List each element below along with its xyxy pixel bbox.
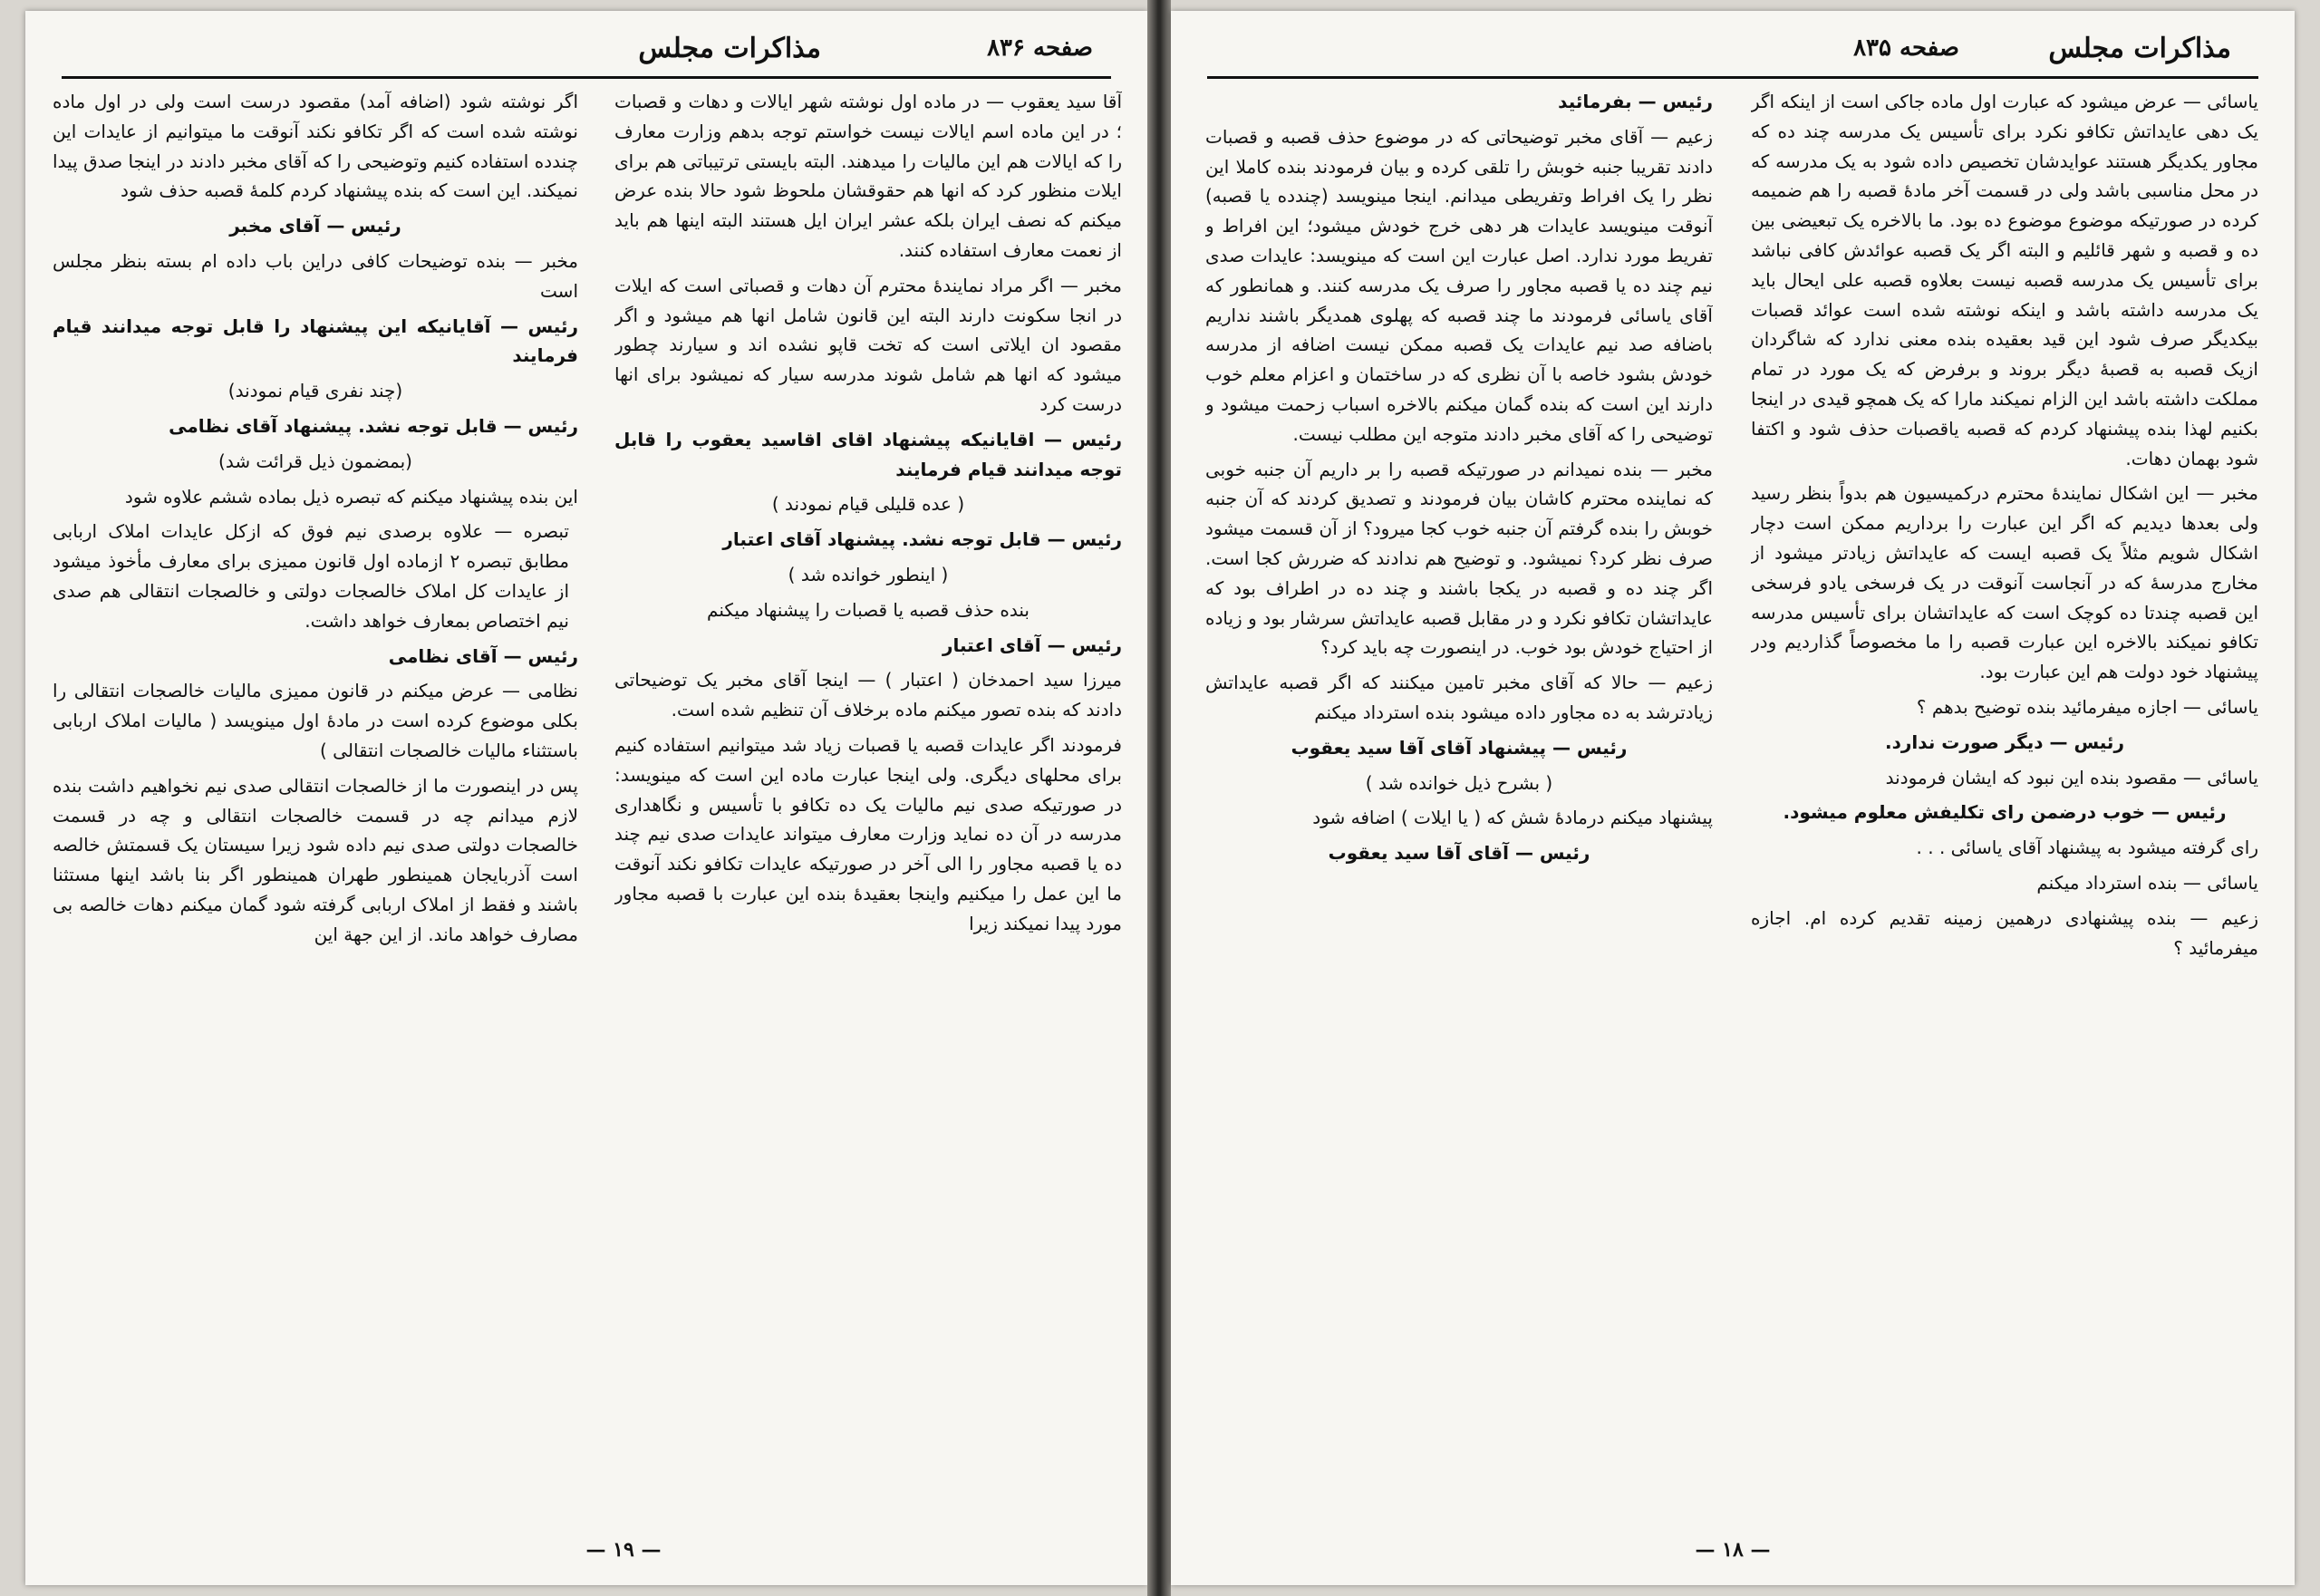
page-title: مذاکرات مجلس bbox=[2048, 33, 2231, 64]
paragraph: آقا سید یعقوب — در ماده اول نوشته شهر ایالات و دهات و قصبات ؛ در این ماده اسم ایالات نیست خواستم توجه بدهم وزارت معارف را که ایالات هم این مالیات را میدهند. البته بایستی ترتیباتی هم برای ایلات منظور کرد که انها هم حقوقشان ملحوظ شود حالا بنده عرض میکنم که نصف ایران بلکه عشر ایران ایل هستند البته اینها هم باید از نعمت معارف استفاده کنند. bbox=[614, 91, 1122, 261]
paragraph: نظامی — عرض میکنم در قانون ممیزی مالیات خالصجات انتقالی را بکلی موضوع کرده است در مادهٔ اول مینویسد ( مالیات املاک اربابی باستثناء مالیات خالصجات انتقالی ) bbox=[53, 680, 578, 761]
paragraph: رئیس — بفرمائید bbox=[1558, 91, 1713, 112]
left-page bbox=[25, 11, 1147, 1585]
paragraph: مخبر — این اشکال نمایندهٔ محترم درکمیسیون هم بدواً بنظر رسید ولی بعدها دیدیم که اگر این عبارت را برداریم ممکن است دچار اشکال شویم مثلاً یک قصبه ایست که عایداتش زیادتر میشود از مخارج مدرسهٔ که در آنجاست آنوقت در یک فرسخی یادو فرسخی این قصبه چندتا ده کوچک است که عایداتشان برای تأسیس مدرسه تکافو نمیکند بالاخره این عبارت قصبه را ما مخصوصاً گذاردیم ودر پیشنهاد خود دولت هم این عبارت بود. bbox=[1751, 482, 2258, 683]
paragraph: زعیم — حالا که آقای مخبر تامین میکنند که اگر قصبه عایداتش زیادترشد به ده مجاور داده میشود بنده استرداد میکنم bbox=[1205, 672, 1713, 723]
page-number: صفحه ۸۳۵ bbox=[1853, 34, 1959, 62]
text-column-left bbox=[53, 87, 578, 1474]
page-title: مذاکرات مجلس bbox=[638, 33, 821, 64]
paragraph: رئیس — قابل توجه نشد. پیشنهاد آقای نظامی bbox=[169, 414, 578, 437]
paragraph: یاسائی — عرض میشود که عبارت اول ماده جاکی است از اینکه اگر یک دهی عایداتش تکافو نکرد برای تأسیس یک مدرسه چند ده که مجاور یکدیگر هستند عوایدشان تخصیص داده شود به یک مدرسه که در محل مناسبی باشد ولی در قسمت آخر مادهٔ قصبه را هم ضمیمه کرده در صورتیکه موضوع موضوع ده بود. ما بالاخره یک تبعیضی بین ده و قصبه و شهر قائلیم و البته اگر یک قصبه عوائدش کافی نباشد برای تأسیس یک مدرسه قصبه نیست بعلاوه قصبه علی ایحال باید یک مدرسه داشته باشد و اینکه نوشته شده است عوائد قصبات بیکدیگر صرف شود این قید بعقیده بنده معنی ندارد که شاگردان ازیک قصبه به قصبهٔ دیگر بروند و برفرض که یک مورد در تمام مملکت داشته باشد این الزام نمیکند مارا که یک همچو قیدی در اینجا بکنیم لهذا بنده پیشنهاد کردم که قصبه یاقصبات حذف شود و اکتفا شود بهمان دهات. bbox=[1751, 91, 2258, 469]
page-header bbox=[1207, 24, 2258, 79]
paragraph: یاسائی — مقصود بنده این نبود که ایشان فرمودند bbox=[1885, 766, 2258, 788]
paragraph: یاسائی — اجازه میفرمائید بنده توضیح بدهم ؟ bbox=[1916, 695, 2258, 718]
paragraph: مخبر — بنده نمیدانم در صورتیکه قصبه را بر داریم آن جنبه خوبی که نماینده محترم کاشان بیان فرمودند و تصدیق کردند که آن جنبه خوبش را بنده گرفتم آن جنبه خوب کجا میرود؟ از آن قسمت میشود صرف نظر کرد؟ نمیشود. و توضیح هم ندادند که ضررش کجا است. اگر چند ده و قصبه در یکجا باشند و چند ده در اطراف بود که عایداتشان تکافو نکرد و در مقابل قصبه عایداتش سرشار بود و زیاده از احتیاج خودش بود خوب. در اینصورت چه باید کرد؟ bbox=[1205, 458, 1713, 659]
paragraph: رئیس — آقای نظامی bbox=[388, 644, 578, 667]
page-number: صفحه ۸۳۶ bbox=[987, 34, 1093, 62]
paragraph: (بمضمون ذیل قرائت شد) bbox=[218, 450, 412, 472]
paragraph: فرمودند اگر عایدات قصبه یا قصبات زیاد شد میتوانیم استفاده کنیم برای محلهای دیگری. ولی اینجا عبارت ماده این است که مینویسد: در صورتیکه صدی نیم مالیات یک ده تکافو با تأسیس و نگاهداری مدرسه در آن ده نماید وزارت معارف میتواند عایدات صدی نیم چند ده یا قصبه مجاور را الی آخر در صورتیکه عایدات تکافو نکند آنوقت ما این عمل را میکنیم واینجا بعقیدهٔ بنده این عبارت با قصبه مجاور مورد پیدا نمیکند زیرا bbox=[614, 733, 1122, 934]
paragraph: یاسائی — بنده استرداد میکنم bbox=[2036, 871, 2258, 894]
paragraph: رئیس — آقای اعتبار bbox=[942, 634, 1122, 656]
paragraph: رئیس — دیگر صورت ندارد. bbox=[1885, 730, 2124, 753]
paragraph: رئیس — آقای آقا سید یعقوب bbox=[1328, 842, 1590, 865]
paragraph: بنده حذف قصبه یا قصبات را پیشنهاد میکنم bbox=[707, 598, 1030, 621]
paragraph: رئیس — اقایانیکه پیشنهاد اقای اقاسید یعقوب را قابل توجه میدانند قیام فرمایند bbox=[614, 428, 1122, 480]
paragraph: رئیس — آقای مخبر bbox=[229, 215, 401, 237]
paragraph: این بنده پیشنهاد میکنم که تبصره ذیل بماده ششم علاوه شود bbox=[124, 485, 578, 508]
right-page bbox=[1171, 11, 2295, 1585]
paragraph: رئیس — خوب درضمن رای تکلیفش معلوم میشود. bbox=[1783, 801, 2227, 824]
paragraph: مخبر — اگر مراد نمایندهٔ محترم آن دهات و قصباتی است که ایلات در انجا سکونت دارند البته این قانون شامل انها هم میشود و اگر مقصود ان ایلاتی است که تخت قاپو نشده اند و سیارند چطور میشود که انها هم شامل شوند مدرسه سیار که نمیشود برای انها درست کرد bbox=[614, 274, 1122, 415]
text-column-right bbox=[1751, 87, 2258, 1474]
page-header bbox=[62, 24, 1111, 79]
paragraph: ( اینطور خوانده شد ) bbox=[788, 563, 949, 585]
paragraph: رای گرفته میشود به پیشنهاد آقای یاسائی . . . bbox=[1916, 837, 2258, 859]
paragraph: پیشنهاد میکنم درمادهٔ شش که ( یا ایلات ) اضافه شود bbox=[1312, 807, 1713, 829]
paragraph: رئیس — قابل توجه نشد. پیشنهاد آقای اعتبار bbox=[722, 528, 1122, 551]
paragraph: رئیس — پیشنهاد آقای آقا سید یعقوب bbox=[1290, 736, 1628, 759]
book-gutter bbox=[1147, 0, 1171, 1596]
paragraph: رئیس — آقایانیکه این پیشنهاد را قابل توجه میدانند قیام فرمایند bbox=[53, 314, 578, 367]
page-footer: — ۱۹ — bbox=[585, 1538, 662, 1562]
paragraph: (چند نفری قیام نمودند) bbox=[227, 380, 403, 402]
paragraph: زعیم — بنده پیشنهادی درهمین زمینه تقدیم کرده ام. اجازه میفرمائید ؟ bbox=[1751, 906, 2258, 959]
paragraph: مخبر — بنده توضیحات کافی دراین باب داده ام بسته بنظر مجلس است bbox=[53, 249, 578, 302]
paragraph: اگر نوشته شود (اضافه آمد) مقصود درست است ولی در اول ماده نوشته شده است که اگر تکافو نکند آنوقت ما میتوانیم از عایدات این چندده استفاده کنیم وتوضیحی را که آقای مخبر دادند در اینجا صدق پیدا نمیکند. این است که بنده پیشنهاد کردم کلمهٔ قصبه حذف شود bbox=[53, 91, 578, 202]
paragraph: میرزا سید احمدخان ( اعتبار ) — اینجا آقای مخبر یک توضیحاتی دادند که بنده تصور میکنم ماده برخلاف آن تنظیم شده است. bbox=[614, 669, 1122, 721]
paragraph: تبصره — علاوه برصدی نیم فوق که ازکل عایدات املاک اربابی مطابق تبصره ۲ ازماده اول قانون ممیزی برای معارف مأخوذ میشود از عایدات کل املاک خالصجات دولتی و خالصجات انتقالی هم صدی نیم اختصاص بمعارف خواهد داشت. bbox=[53, 520, 569, 632]
paragraph: ( بشرح ذیل خوانده شد ) bbox=[1365, 771, 1553, 794]
paragraph: ( عده قلیلی قیام نمودند ) bbox=[771, 493, 965, 516]
paragraph: پس در اینصورت ما از خالصجات انتقالی صدی نیم نخواهیم داشت بنده لازم میدانم چه در قسمت خالصجات انتقالی و چه در قسمت خالصجات دولتی صدی نیم داده شود زیرا سیستان یک قسمتش خالصه است آذربایجان همینطور طهران همینطور اگر بنا باشد اینها مستثنا باشند و فقط از املاک اربابی گرفته شود گمان میکنم دهات خالصه بی مصارف خواهد ماند. از این جهة این bbox=[53, 774, 578, 945]
page-footer: — ۱۸ — bbox=[1695, 1538, 1771, 1562]
text-column-left bbox=[1205, 87, 1713, 1474]
paragraph: زعیم — آقای مخبر توضیحاتی که در موضوع حذف قصبه و قصبات دادند تقریبا جنبه خوبش را تلقی کرده و بیان فرمودند بنده کاملا این نظر را یک افراط وتفریطی میدانم. اینجا مینویسد (چندده یا قصبه) آنوقت مینویسد عایدات هر دهی خرج خودش میشود؛ این افراط و تفریط مورد ندارد. اصل عبارت این است که مینویسد: عایدات صدی نیم چند ده یا قصبه مجاور را صرف یک مدرسه کنند. و همانطور که آقای یاسائی فرمودند ما چند قصبه که پهلوی همدیگر باشند نداریم باضافه صد نیم عایدات یک قصبه ممکن نیست اضافه از مدرسه خودش بشود خاصه با آن نظری که در ساختمان و اعزام معلم خوب دارند این است که بنده گمان میکنم بالاخره اسباب زحمت میشود و توضیحی را که آقای مخبر دادند متوجه این مطلب نیست. bbox=[1205, 125, 1713, 445]
text-column-right bbox=[614, 87, 1122, 1474]
